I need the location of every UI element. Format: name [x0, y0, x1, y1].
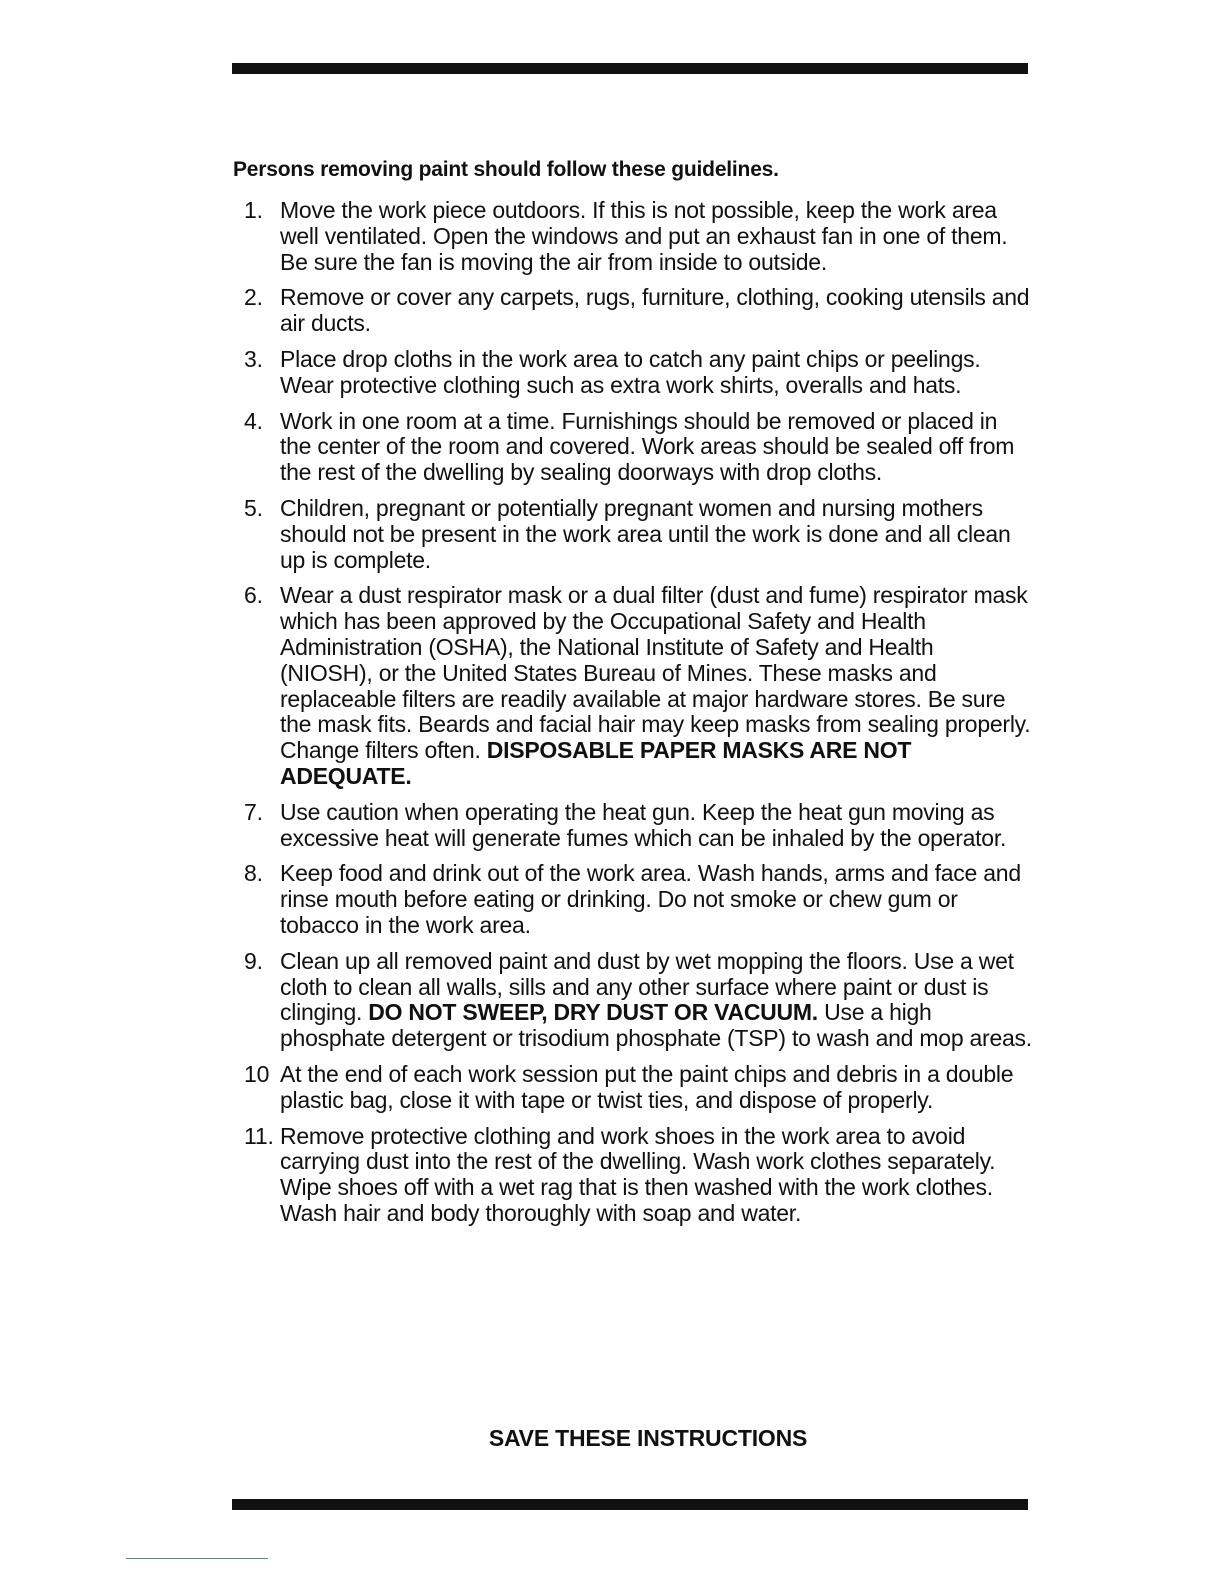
- list-item: [244, 583, 1034, 789]
- item-number: 8.: [244, 860, 263, 887]
- list-item: [244, 1062, 1034, 1114]
- item-text: Work in one room at a time. Furnishings should be removed or placed in the center of the room and covered. Work areas should be sealed off from the rest of the dwelling by sealing doorways with drop cloths.: [280, 407, 1015, 486]
- item-text: Children, pregnant or potentially pregnant women and nursing mothers should not be present in the work area until the work is done and all clean up is complete.: [280, 494, 1011, 573]
- item-number: 5.: [244, 494, 263, 521]
- item-number: 2.: [244, 284, 263, 311]
- item-text: Remove protective clothing and work shoes in the work area to avoid carrying dust into the rest of the dwelling. Wash work clothes separately. Wipe shoes off with a wet rag that is then washed with the work clothes. Wash hair and body thoroughly with soap and water.: [280, 1122, 996, 1226]
- bottom-rule: [232, 1499, 1028, 1510]
- item-number: 6.: [244, 582, 263, 609]
- item-text: Keep food and drink out of the work area. Wash hands, arms and face and rinse mouth before eating or drinking. Do not smoke or chew gum or tobacco in the work area.: [280, 860, 1021, 938]
- item-number: 10: [244, 1060, 270, 1087]
- item-body-continued: Use a high phosphate detergent or trisodium phosphate (TSP) to wash and mop areas.: [280, 999, 1032, 1052]
- list-item: [244, 949, 1034, 1052]
- item-text: Use caution when operating the heat gun. Keep the heat gun moving as excessive heat will generate fumes which can be inhaled by the operator.: [280, 798, 1007, 851]
- item-number: 7.: [244, 798, 263, 825]
- sweep-warning: DO NOT SWEEP, DRY DUST OR VACUUM.: [368, 999, 818, 1026]
- top-rule: [232, 63, 1028, 74]
- mask-warning: DISPOSABLE PAPER MASKS ARE NOT ADEQUATE.: [280, 737, 912, 789]
- item-number: 4.: [244, 407, 263, 434]
- item-text: [280, 583, 1032, 789]
- item-number: 11.: [244, 1122, 274, 1149]
- list-item: [244, 198, 1034, 275]
- item-text: Remove or cover any carpets, rugs, furniture, clothing, cooking utensils and air ducts.: [280, 284, 1030, 337]
- item-number: 1.: [244, 197, 263, 223]
- list-item: [244, 347, 1034, 399]
- guidelines-heading: Persons removing paint should follow these guidelines.: [233, 158, 779, 181]
- item-number: 3.: [244, 345, 263, 372]
- item-text: Move the work piece outdoors. If this is not possible, keep the work area well ventilated. Open the windows and put an exhaust fan in one of them. Be sure the fan is moving the air from inside to outside.: [280, 197, 1008, 275]
- item-text: Place drop cloths in the work area to catch any paint chips or peelings. Wear protective clothing such as extra work shirts, overalls and hats.: [280, 345, 981, 398]
- item-number: 9.: [244, 947, 263, 974]
- footer-text: SAVE THESE INSTRUCTIONS: [488, 1425, 808, 1451]
- item-body: Clean up all removed paint and dust by wet mopping the floors. Use a wet cloth to clean all walls, sills and any other surface where paint or dust is clinging.: [280, 947, 1014, 1026]
- list-item: [244, 1124, 1034, 1227]
- save-instructions-footer: [232, 1425, 1028, 1452]
- list-item: [244, 496, 1034, 573]
- guidelines-list: [244, 198, 1034, 1237]
- list-item: [244, 861, 1034, 938]
- list-item: [244, 285, 1034, 337]
- list-item: [244, 409, 1034, 486]
- item-text: At the end of each work session put the paint chips and debris in a double plastic bag, close it with tape or twist ties, and dispose of properly.: [280, 1060, 1014, 1113]
- item-body: Wear a dust respirator mask or a dual filter (dust and fume) respirator mask which has been approved by the Occupational Safety and Health Administration (OSHA), the National Institute of Safety and Health (NIOSH), or the United States Bureau of Mines. These masks and replaceable filters are readily available at major hardware stores. Be sure the mask fits. Beards and facial hair may keep masks from sealing properly. Change filters often.: [280, 582, 1031, 764]
- list-item: [244, 800, 1034, 852]
- scan-edge-line: [126, 1558, 268, 1559]
- item-text: [280, 949, 1032, 1052]
